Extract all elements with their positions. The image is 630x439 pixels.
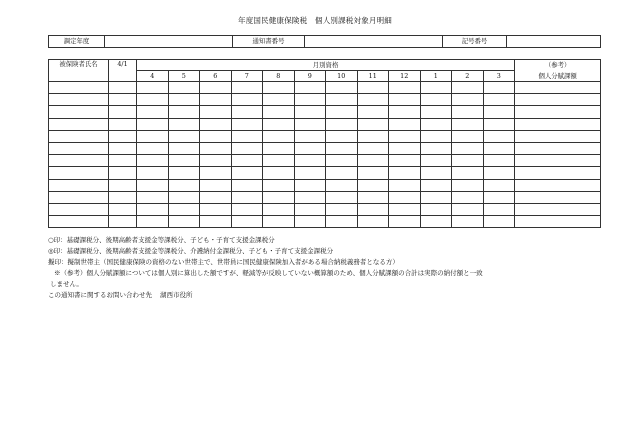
table-cell — [483, 94, 515, 106]
table-row — [49, 106, 601, 118]
table-cell — [326, 118, 358, 130]
table-cell — [294, 167, 326, 179]
table-cell — [357, 118, 389, 130]
table-cell — [168, 191, 200, 203]
table-cell — [452, 130, 484, 142]
table-cell — [357, 167, 389, 179]
table-cell — [263, 106, 295, 118]
table-cell — [109, 191, 137, 203]
table-cell — [200, 130, 232, 142]
month-header: 7 — [231, 71, 263, 82]
table-cell — [326, 82, 358, 94]
table-cell — [420, 130, 452, 142]
table-cell — [452, 167, 484, 179]
table-cell — [168, 106, 200, 118]
table-cell — [452, 155, 484, 167]
month-header: 12 — [389, 71, 421, 82]
table-cell — [168, 155, 200, 167]
year-value — [105, 36, 233, 48]
table-cell — [483, 155, 515, 167]
table-cell — [420, 155, 452, 167]
contact-office: 湖西市役所 — [160, 291, 193, 300]
table-cell — [389, 118, 421, 130]
table-cell — [389, 179, 421, 191]
table-cell — [515, 167, 601, 179]
month-header: 2 — [452, 71, 484, 82]
table-cell — [231, 130, 263, 142]
table-cell — [168, 142, 200, 154]
table-row — [49, 155, 601, 167]
table-cell — [420, 216, 452, 228]
table-cell — [420, 106, 452, 118]
table-cell — [168, 203, 200, 215]
table-cell — [200, 167, 232, 179]
table-cell — [231, 191, 263, 203]
header-row-1 — [49, 60, 601, 71]
table-cell — [483, 106, 515, 118]
table-cell — [49, 142, 109, 154]
table-cell — [326, 94, 358, 106]
table-cell — [515, 106, 601, 118]
table-cell — [452, 179, 484, 191]
table-cell — [420, 191, 452, 203]
table-cell — [294, 203, 326, 215]
table-cell — [200, 179, 232, 191]
table-cell — [326, 106, 358, 118]
table-cell — [294, 179, 326, 191]
table-cell — [452, 82, 484, 94]
table-row — [49, 167, 601, 179]
table-cell — [109, 82, 137, 94]
month-header: 4 — [137, 71, 169, 82]
table-cell — [420, 179, 452, 191]
table-cell — [200, 155, 232, 167]
table-cell — [389, 130, 421, 142]
table-cell — [137, 142, 169, 154]
table-cell — [200, 203, 232, 215]
table-cell — [168, 167, 200, 179]
month-header: 5 — [168, 71, 200, 82]
table-cell — [515, 94, 601, 106]
table-cell — [483, 142, 515, 154]
table-cell — [357, 191, 389, 203]
table-cell — [420, 118, 452, 130]
table-cell — [452, 94, 484, 106]
table-row — [49, 203, 601, 215]
table-cell — [49, 118, 109, 130]
table-cell — [357, 155, 389, 167]
table-cell — [109, 118, 137, 130]
table-cell — [420, 82, 452, 94]
month-header: 11 — [357, 71, 389, 82]
table-cell — [326, 167, 358, 179]
table-cell — [294, 130, 326, 142]
table-cell — [137, 167, 169, 179]
contact-line — [48, 290, 608, 301]
table-cell — [357, 179, 389, 191]
table-cell — [326, 142, 358, 154]
note-reference-line2: しません。 — [50, 280, 83, 289]
individual-tax-header: 個人分賦課額 — [515, 71, 601, 82]
table-cell — [200, 106, 232, 118]
table-cell — [231, 106, 263, 118]
table-cell — [200, 82, 232, 94]
table-cell — [515, 216, 601, 228]
table-cell — [483, 167, 515, 179]
table-cell — [49, 130, 109, 142]
table-cell — [109, 142, 137, 154]
table-cell — [357, 130, 389, 142]
table-cell — [452, 106, 484, 118]
table-cell — [389, 155, 421, 167]
table-cell — [357, 94, 389, 106]
table-cell — [231, 94, 263, 106]
table-cell — [452, 142, 484, 154]
table-cell — [483, 118, 515, 130]
document-title: 年度国民健康保険税 個人別課税対象月明細 — [238, 16, 392, 25]
table-cell — [389, 167, 421, 179]
table-cell — [515, 118, 601, 130]
table-cell — [420, 203, 452, 215]
table-cell — [263, 118, 295, 130]
table-cell — [515, 179, 601, 191]
table-row — [49, 216, 601, 228]
table-cell — [389, 216, 421, 228]
table-cell — [137, 216, 169, 228]
table-cell — [483, 82, 515, 94]
table-cell — [515, 130, 601, 142]
table-cell — [49, 167, 109, 179]
table-cell — [263, 155, 295, 167]
table-cell — [137, 179, 169, 191]
info-row — [49, 36, 601, 48]
table-cell — [109, 155, 137, 167]
table-cell — [137, 106, 169, 118]
table-cell — [483, 216, 515, 228]
table-cell — [49, 203, 109, 215]
table-cell — [49, 216, 109, 228]
table-cell — [294, 82, 326, 94]
monthly-eligibility-table — [48, 59, 601, 228]
table-cell — [137, 82, 169, 94]
table-cell — [200, 94, 232, 106]
table-cell — [49, 155, 109, 167]
table-cell — [420, 167, 452, 179]
table-cell — [294, 94, 326, 106]
monthly-eligibility-header: 月別資格 — [137, 60, 515, 71]
table-cell — [109, 216, 137, 228]
table-cell — [263, 191, 295, 203]
table-row — [49, 82, 601, 94]
table-cell — [326, 203, 358, 215]
table-cell — [294, 106, 326, 118]
table-cell — [294, 142, 326, 154]
table-cell — [452, 216, 484, 228]
note-reference-line1: ※（参考）個人分賦課額については個人別に算出した額ですが、軽減等が反映していない概算額のため、個人分賦課額の合計は実際の納付額と一致 — [54, 269, 483, 278]
table-cell — [168, 216, 200, 228]
notice-number-value — [305, 36, 443, 48]
table-body — [49, 82, 601, 228]
table-cell — [263, 82, 295, 94]
table-cell — [137, 155, 169, 167]
table-cell — [294, 155, 326, 167]
table-cell — [200, 216, 232, 228]
table-cell — [452, 203, 484, 215]
table-cell — [483, 179, 515, 191]
table-cell — [294, 191, 326, 203]
table-cell — [109, 179, 137, 191]
table-cell — [49, 191, 109, 203]
info-table — [48, 35, 601, 48]
month-header: 8 — [263, 71, 295, 82]
table-cell — [263, 130, 295, 142]
table-cell — [109, 203, 137, 215]
date-header: 4/1 — [109, 60, 137, 82]
table-cell — [294, 118, 326, 130]
table-cell — [357, 216, 389, 228]
table-cell — [357, 82, 389, 94]
table-cell — [326, 130, 358, 142]
table-cell — [200, 191, 232, 203]
table-cell — [420, 142, 452, 154]
table-cell — [389, 94, 421, 106]
month-header: 3 — [483, 71, 515, 82]
contact-label: この通知書に関するお問い合わせ先 — [48, 291, 152, 300]
table-cell — [263, 203, 295, 215]
table-cell — [483, 130, 515, 142]
note-deemed-head: 擬印：擬制世帯主（国民健康保険の資格のない世帯主で、世帯員に国民健康保険加入者がある場合納税義務者となる方） — [48, 258, 399, 267]
table-row — [49, 191, 601, 203]
month-header: 1 — [420, 71, 452, 82]
table-cell — [357, 142, 389, 154]
table-row — [49, 130, 601, 142]
table-cell — [168, 118, 200, 130]
table-cell — [200, 142, 232, 154]
table-cell — [49, 179, 109, 191]
table-cell — [200, 118, 232, 130]
table-cell — [515, 191, 601, 203]
table-cell — [231, 142, 263, 154]
table-cell — [389, 203, 421, 215]
table-cell — [231, 82, 263, 94]
table-cell — [515, 203, 601, 215]
table-cell — [483, 191, 515, 203]
table-cell — [168, 130, 200, 142]
table-cell — [231, 179, 263, 191]
table-cell — [389, 106, 421, 118]
table-row — [49, 94, 601, 106]
table-cell — [263, 167, 295, 179]
table-cell — [49, 82, 109, 94]
table-cell — [452, 191, 484, 203]
table-cell — [326, 216, 358, 228]
table-cell — [515, 155, 601, 167]
notes-section — [48, 235, 608, 302]
month-header: 6 — [200, 71, 232, 82]
table-cell — [109, 94, 137, 106]
table-cell — [231, 167, 263, 179]
table-row — [49, 179, 601, 191]
table-cell — [137, 203, 169, 215]
table-cell — [137, 130, 169, 142]
note-double-circle: ◎印：基礎課税分、後期高齢者支援金等課税分、介護納付金課税分、子ども・子育て支援金課税分 — [48, 247, 334, 256]
month-header: 9 — [294, 71, 326, 82]
table-cell — [137, 118, 169, 130]
table-cell — [420, 94, 452, 106]
table-cell — [263, 216, 295, 228]
table-cell — [389, 82, 421, 94]
symbol-number-value — [507, 36, 601, 48]
symbol-number-label: 記号番号 — [443, 36, 507, 48]
table-cell — [109, 130, 137, 142]
table-row — [49, 118, 601, 130]
year-label: 調定年度 — [49, 36, 105, 48]
note-circle: ○印：基礎課税分、後期高齢者支援金等課税分、子ども・子育て支援金課税分 — [48, 236, 275, 244]
table-cell — [389, 191, 421, 203]
table-cell — [231, 118, 263, 130]
table-row — [49, 142, 601, 154]
table-cell — [49, 106, 109, 118]
table-cell — [483, 203, 515, 215]
table-cell — [168, 179, 200, 191]
table-cell — [515, 142, 601, 154]
table-cell — [263, 179, 295, 191]
table-cell — [326, 179, 358, 191]
table-cell — [109, 106, 137, 118]
table-cell — [326, 191, 358, 203]
table-cell — [357, 106, 389, 118]
table-cell — [137, 191, 169, 203]
table-cell — [231, 203, 263, 215]
month-header: 10 — [326, 71, 358, 82]
table-cell — [452, 118, 484, 130]
table-cell — [168, 94, 200, 106]
table-cell — [137, 94, 169, 106]
table-cell — [231, 216, 263, 228]
table-cell — [263, 94, 295, 106]
insured-name-header: 被保険者氏名 — [49, 60, 109, 82]
table-cell — [49, 94, 109, 106]
table-cell — [109, 167, 137, 179]
table-cell — [294, 216, 326, 228]
table-cell — [326, 155, 358, 167]
table-cell — [168, 82, 200, 94]
reference-header: （参考） — [515, 60, 601, 71]
table-cell — [263, 142, 295, 154]
table-cell — [231, 155, 263, 167]
table-cell — [515, 82, 601, 94]
table-cell — [389, 142, 421, 154]
notice-number-label: 通知書番号 — [233, 36, 305, 48]
table-cell — [357, 203, 389, 215]
